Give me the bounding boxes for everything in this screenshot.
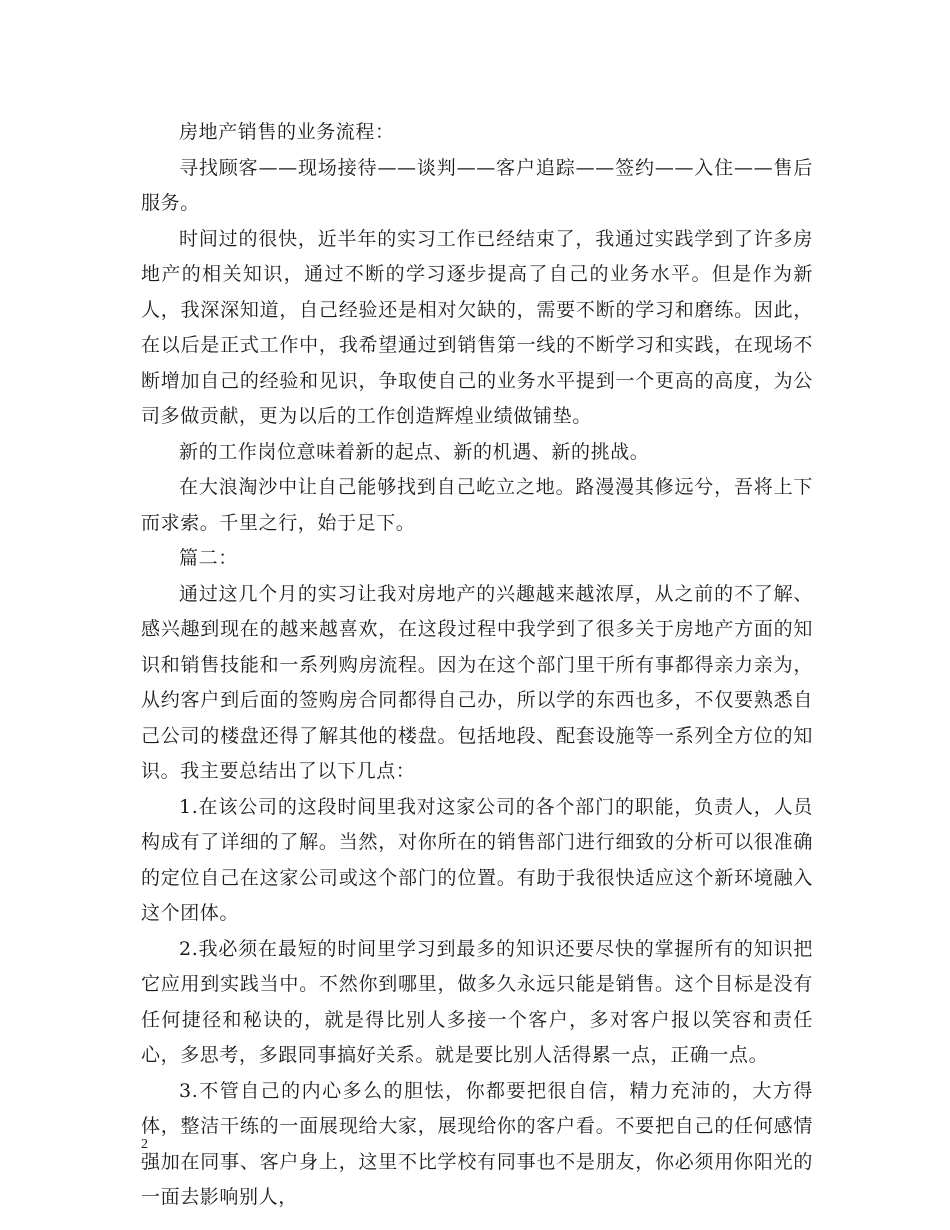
list-item-point-1: 1.在该公司的这段时间里我对这家公司的各个部门的职能，负责人，人员构成有了详细的了解。当然，对你所在的销售部门进行细致的分析可以很准确的定位自己在这家公司或这个部门的位置。有助于我很快适应这个新环境融入这个团体。 <box>141 795 813 924</box>
page-number: 2 <box>141 1137 148 1152</box>
paragraph-motto: 在大浪淘沙中让自己能够找到自己屹立之地。路漫漫其修远兮，吾将上下而求索。千里之行，始于足下。 <box>141 476 813 534</box>
list-item-point-3: 3.不管自己的内心多么的胆怯，你都要把很自信，精力充沛的，大方得体，整洁干练的一面展现给大家，展现给你的客户看。不要把自己的任何感情强加在同事、客户身上，这里不比学校有同事也不是朋友，你必须用你阳光的一面去影响别人， <box>141 1079 813 1208</box>
section-heading-part-two: 篇二： <box>179 547 238 569</box>
paragraph-process-steps: 寻找顾客——现场接待——谈判——客户追踪——签约——入住——售后服务。 <box>141 156 813 214</box>
paragraph-internship-summary: 时间过的很快，近半年的实习工作已经结束了，我通过实践学到了许多房地产的相关知识，通过不断的学习逐步提高了自己的业务水平。但是作为新人，我深深知道，自己经验还是相对欠缺的，需要不断的学习和磨练。因此，在以后是正式工作中，我希望通过到销售第一线的不断学习和实践，在现场不断增加自己的经验和见识，争取使自己的业务水平提到一个更高的高度，为公司多做贡献，更为以后的工作创造辉煌业绩做铺垫。 <box>141 227 813 427</box>
list-item-point-2: 2.我必须在最短的时间里学习到最多的知识还要尽快的掌握所有的知识把它应用到实践当中。不然你到哪里，做多久永远只能是销售。这个目标是没有任何捷径和秘诀的，就是得比别人多接一个客户，多对客户报以笑容和责任心，多思考，多跟同事搞好关系。就是要比别人活得累一点，正确一点。 <box>141 937 813 1066</box>
paragraph-process-title: 房地产销售的业务流程： <box>179 121 395 143</box>
paragraph-part-two-intro: 通过这几个月的实习让我对房地产的兴趣越来越浓厚，从之前的不了解、感兴趣到现在的越来越喜欢，在这段过程中我学到了很多关于房地产方面的知识和销售技能和一系列购房流程。因为在这个部门里干所有事都得亲力亲为，从约客户到后面的签购房合同都得自己办，所以学的东西也多，不仅要熟悉自己公司的楼盘还得了解其他的楼盘。包括地段、配套设施等一系列全方位的知识。我主要总结出了以下几点： <box>141 582 813 782</box>
document-body <box>141 115 813 1216</box>
paragraph-new-start: 新的工作岗位意味着新的起点、新的机遇、新的挑战。 <box>179 440 650 463</box>
